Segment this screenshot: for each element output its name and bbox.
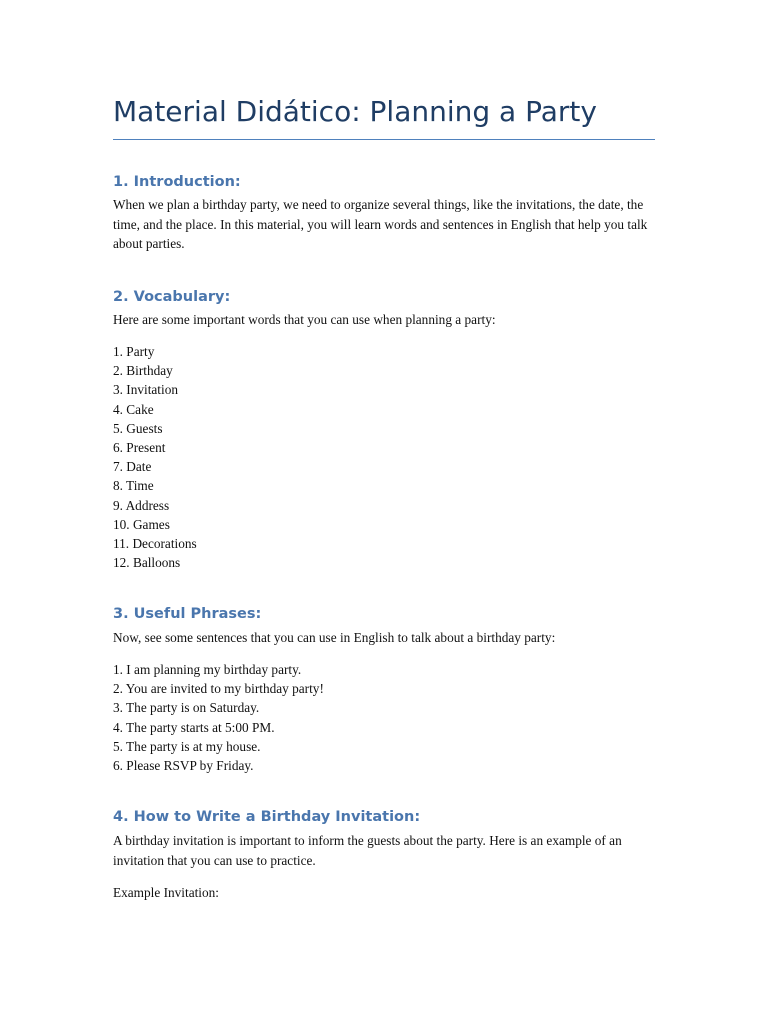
vocabulary-item: 3. Invitation [113, 382, 178, 398]
vocabulary-item: 12. Balloons [113, 555, 181, 571]
vocabulary-intro: Here are some important words that you can use when planning a party: [113, 312, 496, 327]
page-title: Material Didático: Planning a Party [113, 95, 597, 128]
vocabulary-item: 6. Present [113, 440, 166, 456]
vocabulary-item: 4. Cake [113, 401, 154, 417]
vocabulary-item: 5. Guests [113, 420, 163, 436]
invitation-heading: 4. How to Write a Birthday Invitation: [113, 809, 421, 825]
vocabulary-item: 2. Birthday [113, 363, 173, 379]
invitation-text: A birthday invitation is important to inform the guests about the party. Here is an example of an invitation that you can use to practice. [113, 833, 622, 868]
vocabulary-item: 9. Address [113, 497, 170, 513]
phrases-intro: Now, see some sentences that you can use in English to talk about a birthday party: [113, 630, 556, 645]
introduction-heading: 1. Introduction: [113, 174, 241, 190]
vocabulary-list [113, 342, 197, 572]
phrases-heading: 3. Useful Phrases: [113, 606, 262, 622]
example-invitation-label: Example Invitation: [113, 885, 219, 900]
introduction-text: When we plan a birthday party, we need to organize several things, like the invitations, the date, the time, and the place. In this material, you will learn words and sentences in English that help you talk about parties. [113, 197, 648, 251]
vocabulary-item: 11. Decorations [113, 536, 197, 552]
phrase-item: 6. Please RSVP by Friday. [113, 758, 254, 774]
phrase-item: 2. You are invited to my birthday party! [113, 681, 324, 697]
vocabulary-heading: 2. Vocabulary: [113, 289, 231, 305]
phrase-item: 1. I am planning my birthday party. [113, 662, 302, 677]
phrase-item: 5. The party is at my house. [113, 738, 261, 754]
phrase-item: 4. The party starts at 5:00 PM. [113, 719, 275, 735]
vocabulary-item: 7. Date [113, 459, 152, 475]
vocabulary-item: 1. Party [113, 344, 155, 359]
vocabulary-item: 8. Time [113, 478, 154, 494]
vocabulary-item: 10. Games [113, 516, 170, 532]
phrases-list [113, 660, 324, 775]
phrase-item: 3. The party is on Saturday. [113, 700, 260, 716]
title-underline [113, 139, 655, 140]
